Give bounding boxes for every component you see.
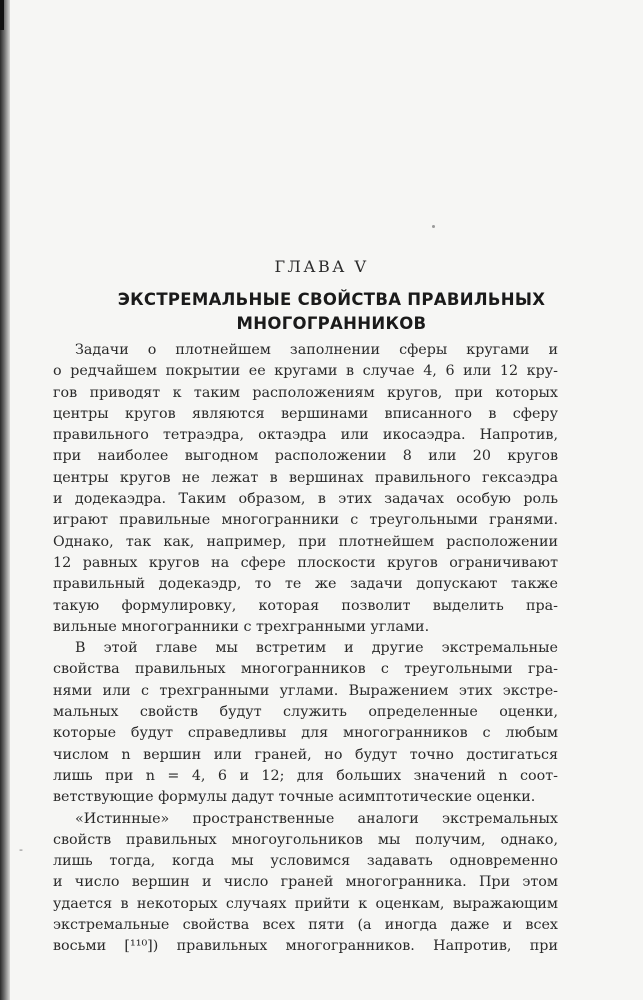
chapter-title-line-2: МНОГОГРАННИКОВ <box>236 314 427 333</box>
paragraph-3 <box>53 809 558 958</box>
chapter-title-line-1: ЭКСТРЕМАЛЬНЫЕ СВОЙСТВА ПРАВИЛЬНЫХ <box>117 290 546 309</box>
text-line: центры кругов являются вершинами вписанного в сферу <box>53 405 558 422</box>
text-line: удается в некоторых случаях прийти к оценкам, выражающим <box>53 895 558 912</box>
body-text <box>53 340 558 958</box>
text-line: и число вершин и число граней многогранника. При этом <box>53 874 558 891</box>
scan-speck <box>432 225 435 228</box>
text-line: лишь при n = 4, 6 и 12; для больших значений n соот- <box>53 767 558 784</box>
text-line: гов приводят к таким расположениям кругов, при которых <box>53 384 558 401</box>
text-line: вильные многогранники с трехгранными углами. <box>53 618 430 635</box>
text-line: которые будут справедливы для многогранников с любым <box>53 725 558 742</box>
text-line: восьми [¹¹⁰]) правильных многогранников. Напротив, при <box>53 938 558 955</box>
text-line: экстремальные свойства всех пяти (а иногда даже и всех <box>53 917 558 934</box>
text-line: ветствующие формулы дадут точные асимптотические оценки. <box>53 789 536 806</box>
text-line: Задачи о плотнейшем заполнении сферы кругами и <box>75 342 558 358</box>
text-line: 12 равных кругов на сфере плоскости кругов ограничивают <box>53 554 558 571</box>
text-line: играют правильные многогранники с треугольными гранями. <box>53 512 558 529</box>
paragraph-1 <box>53 340 558 638</box>
text-line: свойств правильных многоугольников мы получим, однако, <box>53 831 558 848</box>
text-line: Однако, так как, например, при плотнейшем расположении <box>53 533 558 550</box>
text-line: нями или с трехгранными углами. Выражением этих экстре- <box>53 682 558 699</box>
text-line: лишь тогда, когда мы условимся задавать одновременно <box>53 853 558 870</box>
text-line: мальных свойств будут служить определенные оценки, <box>53 704 558 721</box>
text-line: о редчайшем покрытии ее кругами в случае 4, 6 или 12 кру- <box>53 363 558 380</box>
text-line: «Истинные» пространственные аналоги экстремальных <box>75 810 558 827</box>
margin-mark: - <box>19 843 23 856</box>
text-line: В этой главе мы встретим и другие экстремальные <box>75 640 558 657</box>
text-line: правильного тетраэдра, октаэдра или икосаэдра. Напротив, <box>53 427 558 444</box>
text-line: такую формулировку, которая позволит выделить пра- <box>53 597 558 614</box>
paragraph-2 <box>53 638 558 808</box>
chapter-title <box>60 288 603 336</box>
text-line: при наиболее выгодном расположении 8 или 20 кругов <box>53 448 558 465</box>
text-line: числом n вершин или граней, но будут точно достигаться <box>53 746 558 763</box>
binding-gutter-shadow <box>0 0 10 1000</box>
text-line: правильный додекаэдр, то те же задачи допускают также <box>53 576 558 593</box>
chapter-label: ГЛАВА V <box>274 257 369 276</box>
text-line: центры кругов не лежат в вершинах правильного гексаэдра <box>53 469 558 486</box>
text-line: свойства правильных многогранников с треугольными гра- <box>53 661 558 678</box>
text-line: и додекаэдра. Таким образом, в этих задачах особую роль <box>53 491 558 508</box>
